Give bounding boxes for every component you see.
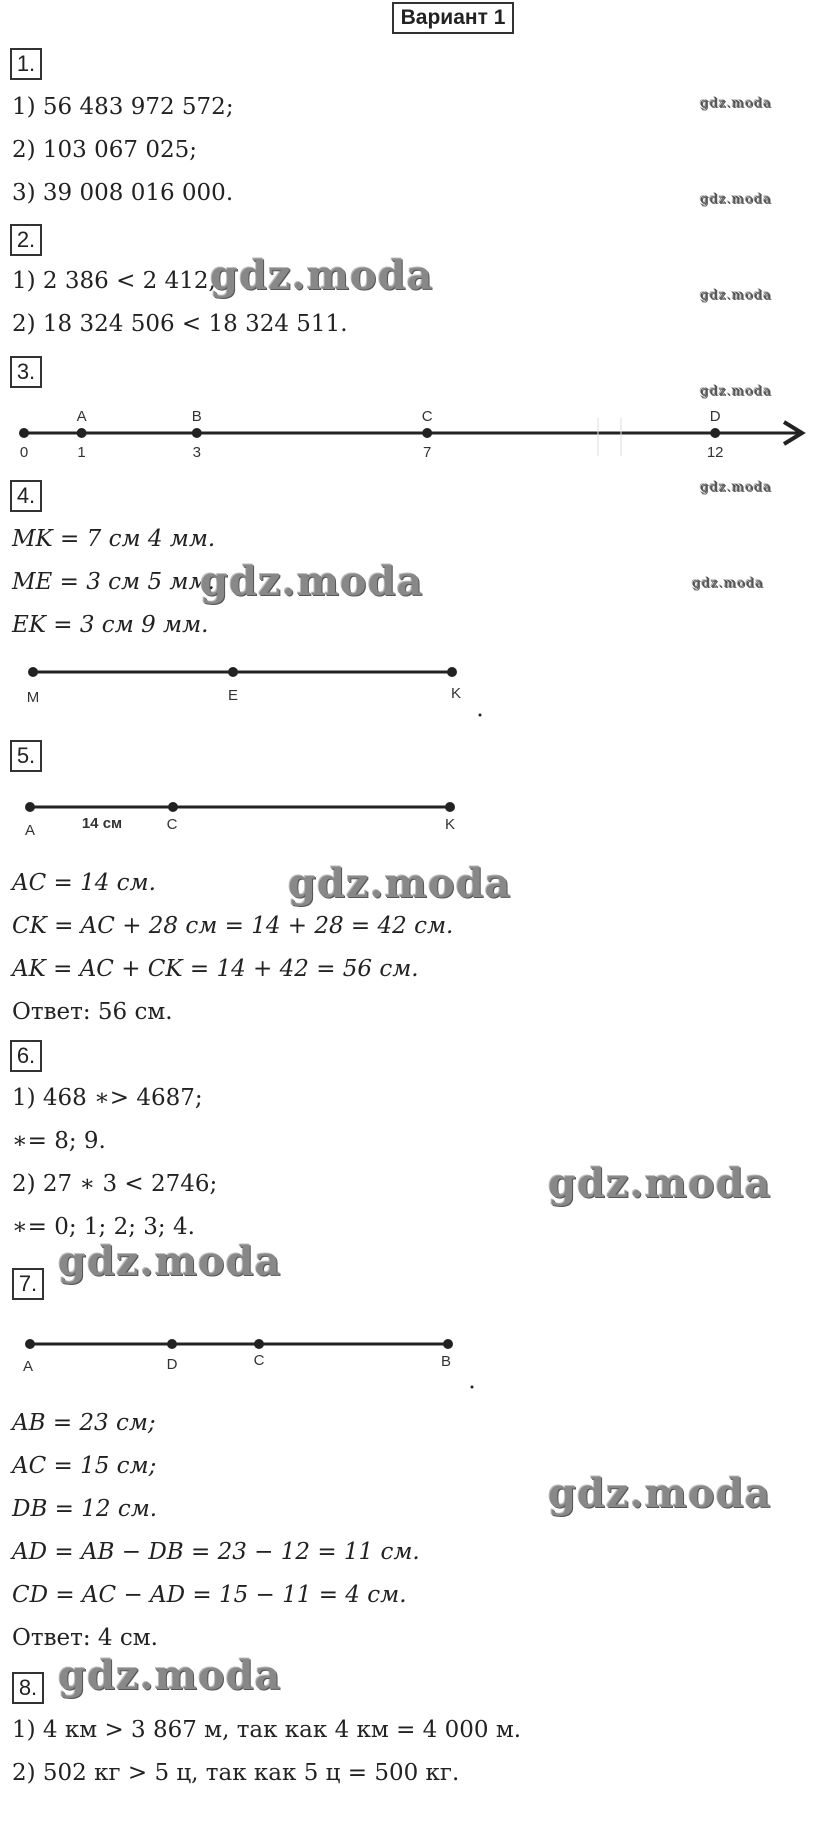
task6-line-1: 1) 468 ∗> 4687;	[12, 1085, 203, 1111]
task4-line-3: EK = 3 см 9 мм.	[12, 612, 209, 638]
task-number: 8.	[12, 1672, 44, 1704]
point-label-b: B	[440, 1353, 452, 1370]
task7-answer: Ответ: 4 см.	[12, 1625, 158, 1651]
watermark: gdz.moda	[548, 1470, 772, 1517]
number-line-letter: D	[709, 408, 721, 425]
watermark: gdz.moda	[288, 860, 512, 907]
watermark: gdz.moda	[200, 558, 424, 605]
task5-line-1: AC = 14 см.	[12, 870, 156, 896]
number-line-value: 12	[706, 444, 724, 461]
watermark-small: gdz.moda	[692, 576, 764, 591]
number-line-letter: B	[191, 408, 202, 425]
watermark-small: gdz.moda	[700, 96, 772, 111]
task-number: 4.	[10, 480, 42, 512]
point-label-a: A	[22, 1358, 34, 1375]
task5-answer: Ответ: 56 см.	[12, 999, 173, 1025]
task4-line-2: ME = 3 см 5 мм.	[12, 569, 215, 595]
task6-line-2: ∗= 8; 9.	[12, 1128, 106, 1154]
point-label-c: C	[253, 1352, 265, 1369]
task6-line-3: 2) 27 ∗ 3 < 2746;	[12, 1171, 218, 1197]
number-line-letter: A	[76, 408, 87, 425]
watermark: gdz.moda	[58, 1238, 282, 1285]
task7-line-3: DB = 12 см.	[12, 1496, 158, 1522]
watermark: gdz.moda	[58, 1652, 282, 1699]
task-number: 1.	[10, 48, 42, 80]
point-label-c: C	[166, 816, 178, 833]
task1-line-2: 2) 103 067 025;	[12, 137, 197, 163]
segment-length-label: 14 см	[81, 815, 123, 832]
watermark: gdz.moda	[210, 252, 434, 299]
task2-line-2: 2) 18 324 506 < 18 324 511.	[12, 311, 348, 337]
task-number: 3.	[10, 356, 42, 388]
watermark-small: gdz.moda	[700, 288, 772, 303]
number-line-value: 0	[19, 444, 29, 461]
task6-line-4: ∗= 0; 1; 2; 3; 4.	[12, 1214, 195, 1240]
task-number: 5.	[10, 740, 42, 772]
number-line-value: 1	[77, 444, 86, 461]
task8-line-1: 1) 4 км > 3 867 м, так как 4 км = 4 000 м.	[12, 1717, 522, 1743]
task1-line-3: 3) 39 008 016 000.	[12, 180, 234, 206]
number-line-value: 7	[423, 444, 432, 461]
point-label-m: M	[26, 689, 40, 706]
point-label-d: D	[166, 1356, 178, 1373]
task2-line-1: 1) 2 386 < 2 412;	[12, 268, 217, 294]
task7-line-2: AC = 15 см;	[12, 1453, 157, 1479]
point-label-e: E	[227, 687, 239, 704]
task7-line-4: AD = AB − DB = 23 − 12 = 11 см.	[12, 1539, 420, 1565]
number-line-value: 3	[192, 444, 201, 461]
point-label-a: A	[24, 822, 36, 839]
task5-line-3: AK = AC + CK = 14 + 42 = 56 см.	[12, 956, 419, 982]
watermark-small: gdz.moda	[700, 192, 772, 207]
watermark: gdz.moda	[548, 1160, 772, 1207]
task7-line-1: AB = 23 см;	[12, 1410, 156, 1436]
task1-line-1: 1) 56 483 972 572;	[12, 94, 234, 120]
task7-line-5: CD = AC − AD = 15 − 11 = 4 см.	[12, 1582, 407, 1608]
watermark-small: gdz.moda	[700, 480, 772, 495]
task5-line-2: CK = AC + 28 см = 14 + 28 = 42 см.	[12, 913, 454, 939]
task-number: 2.	[10, 224, 42, 256]
task-number: 7.	[12, 1268, 44, 1300]
watermark-small: gdz.moda	[700, 384, 772, 399]
variant-title: Вариант 1	[392, 2, 514, 34]
point-label-k: K	[450, 685, 462, 702]
task8-line-2: 2) 502 кг > 5 ц, так как 5 ц = 500 кг.	[12, 1760, 460, 1786]
task4-line-1: MK = 7 см 4 мм.	[12, 526, 216, 552]
point-label-k: K	[444, 816, 456, 833]
task-number: 6.	[10, 1040, 42, 1072]
number-line-letter: C	[421, 408, 433, 425]
